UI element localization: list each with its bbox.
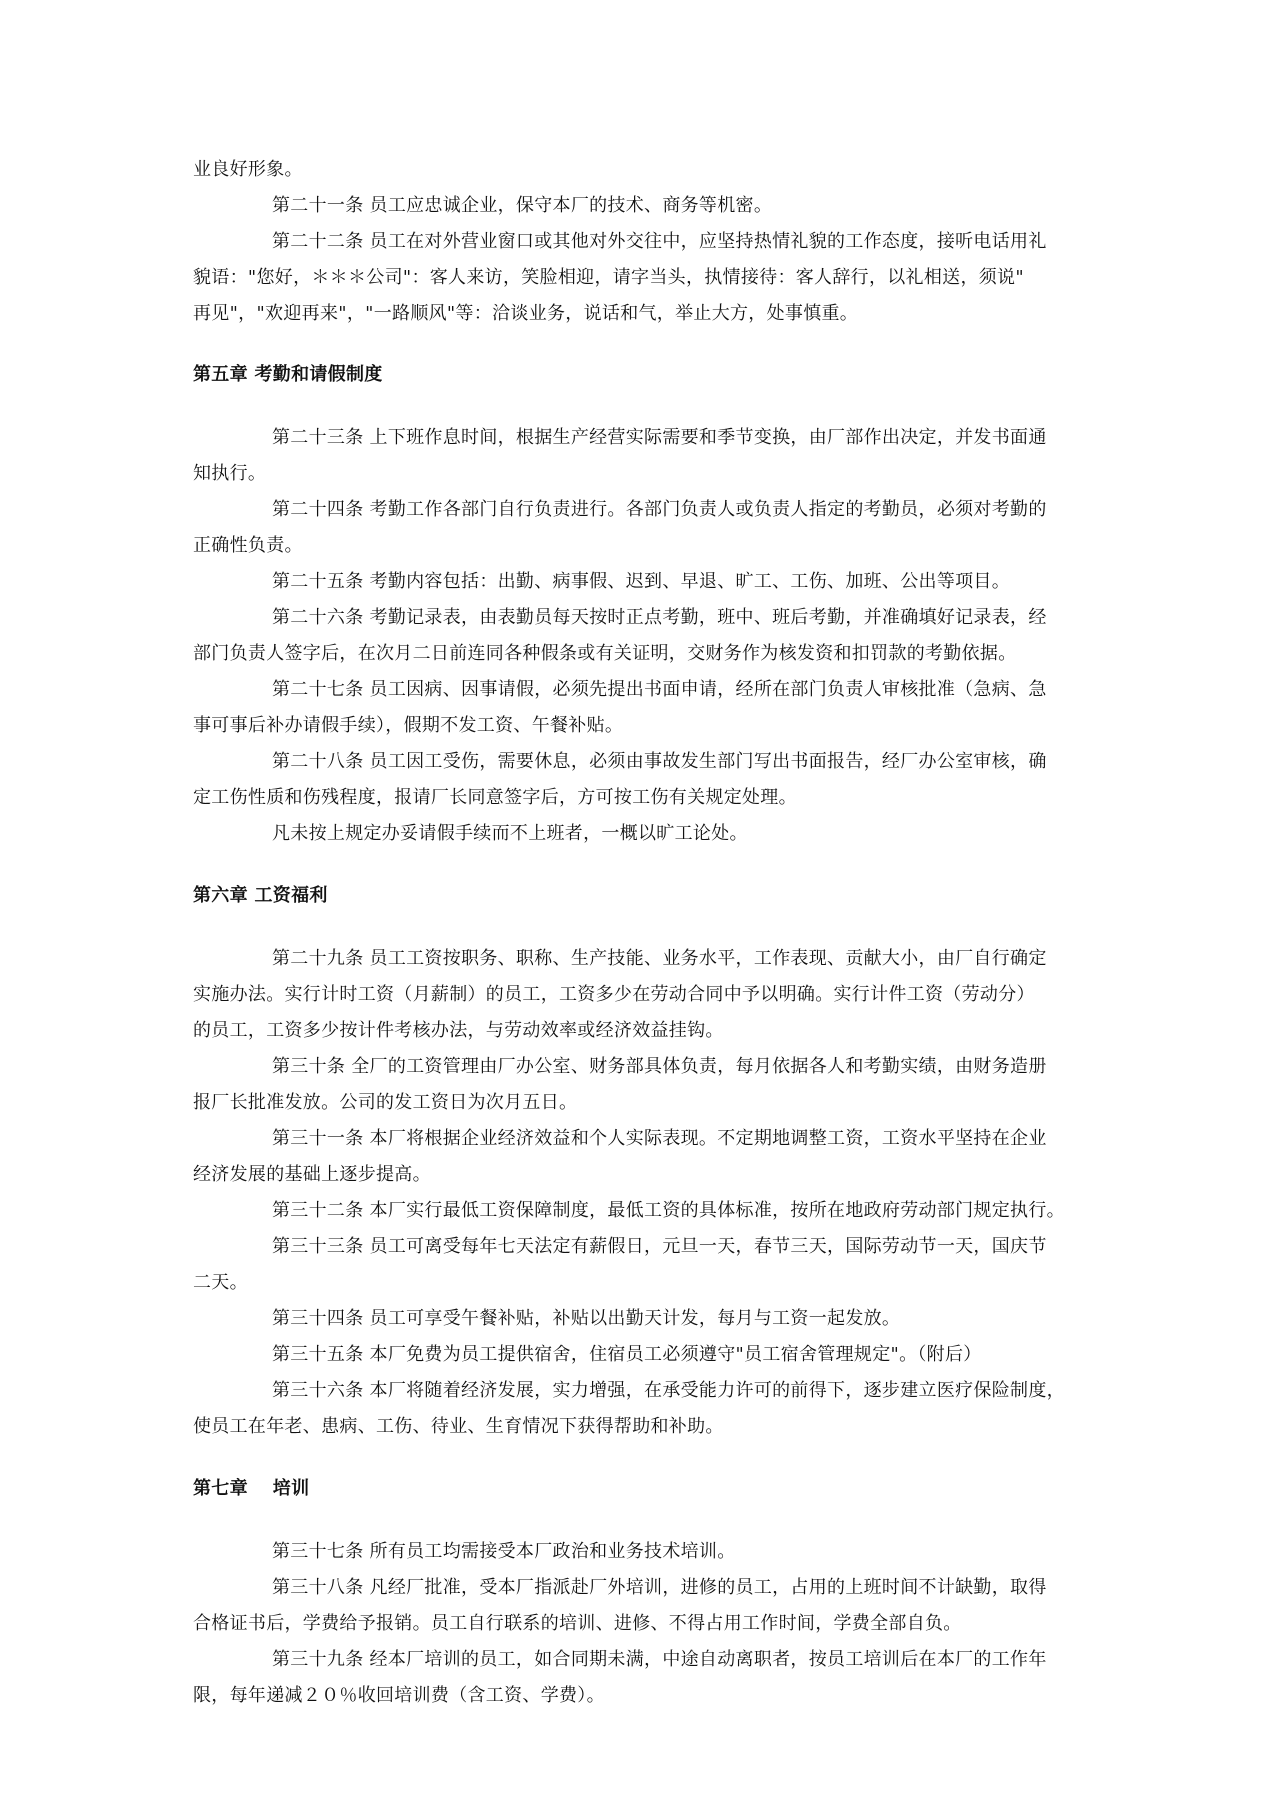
article-22-line-3: 再见"，"欢迎再来"，"一路顺风"等：洽谈业务，说话和气，举止大方，处事慎重。 xyxy=(193,303,859,324)
article-38-line-2: 合格证书后，学费给予报销。员工自行联系的培训、进修、不得占用工作时间，学费全部自负。 xyxy=(193,1613,962,1634)
article-36-line-2: 使员工在年老、患病、工伤、待业、生育情况下获得帮助和补助。 xyxy=(193,1416,724,1437)
chapter-7-heading: 第七章 培训 xyxy=(193,1478,310,1499)
article-30: 第三十条 全厂的工资管理由厂办公室、财务部具体负责，每月依据各人和考勤实绩，由财务造册 xyxy=(272,1056,1047,1077)
article-24: 第二十四条 考勤工作各部门自行负责进行。各部门负责人或负责人指定的考勤员，必须对考勤的 xyxy=(272,499,1047,520)
article-37: 第三十七条 所有员工均需接受本厂政治和业务技术培训。 xyxy=(272,1541,736,1562)
article-36: 第三十六条 本厂将随着经济发展，实力增强，在承受能力许可的前得下，逐步建立医疗保险制度， xyxy=(272,1380,1065,1401)
article-30-line-2: 报厂长批准发放。公司的发工资日为次月五日。 xyxy=(193,1092,578,1113)
article-28: 第二十八条 员工因工受伤，需要休息，必须由事故发生部门写出书面报告，经厂办公室审核，确 xyxy=(272,751,1047,772)
article-29-line-3: 的员工，工资多少按计件考核办法，与劳动效率或经济效益挂钩。 xyxy=(193,1020,724,1041)
article-25: 第二十五条 考勤内容包括：出勤、病事假、迟到、早退、旷工、工伤、加班、公出等项目。 xyxy=(272,571,1011,592)
article-27: 第二十七条 员工因病、因事请假，必须先提出书面申请，经所在部门负责人审核批准（急病、急 xyxy=(272,679,1047,700)
article-24-line-2: 正确性负责。 xyxy=(193,535,303,556)
article-39: 第三十九条 经本厂培训的员工，如合同期未满，中途自动离职者，按员工培训后在本厂的工作年 xyxy=(272,1649,1047,1670)
article-29-line-2: 实施办法。实行计时工资（月薪制）的员工，工资多少在劳动合同中予以明确。实行计件工资（劳动分） xyxy=(193,984,1035,1005)
article-35: 第三十五条 本厂免费为员工提供宿舍，住宿员工必须遵守"员工宿舍管理规定"。（附后） xyxy=(272,1344,982,1365)
article-31-line-2: 经济发展的基础上逐步提高。 xyxy=(193,1164,431,1185)
article-22: 第二十二条 员工在对外营业窗口或其他对外交往中，应坚持热情礼貌的工作态度，接听电话用礼 xyxy=(272,231,1047,252)
article-23-line-2: 知执行。 xyxy=(193,463,267,484)
article-28-line-2: 定工伤性质和伤残程度，报请厂长同意签字后，方可按工伤有关规定处理。 xyxy=(193,787,797,808)
article-26-line-2: 部门负责人签字后，在次月二日前连同各种假条或有关证明，交财务作为核发资和扣罚款的考勤依据。 xyxy=(193,643,1017,664)
article-31: 第三十一条 本厂将根据企业经济效益和个人实际表现。不定期地调整工资，工资水平坚持在企业 xyxy=(272,1128,1047,1149)
article-23: 第二十三条 上下班作息时间，根据生产经营实际需要和季节变换，由厂部作出决定，并发书面通 xyxy=(272,427,1047,448)
article-39-line-2: 限，每年递减２０％收回培训费（含工资、学费）。 xyxy=(193,1685,605,1706)
article-29: 第二十九条 员工工资按职务、职称、生产技能、业务水平，工作表现、贡献大小，由厂自行确定 xyxy=(272,948,1047,969)
article-38: 第三十八条 凡经厂批准，受本厂指派赴厂外培训，进修的员工，占用的上班时间不计缺勤，取得 xyxy=(272,1577,1047,1598)
chapter-5-note: 凡未按上规定办妥请假手续而不上班者，一概以旷工论处。 xyxy=(272,823,748,844)
article-34: 第三十四条 员工可享受午餐补贴，补贴以出勤天计发，每月与工资一起发放。 xyxy=(272,1308,901,1329)
article-21: 第二十一条 员工应忠诚企业，保守本厂的技术、商务等机密。 xyxy=(272,195,773,216)
article-33-line-2: 二天。 xyxy=(193,1272,248,1293)
article-33: 第三十三条 员工可离受每年七天法定有薪假日，元旦一天，春节三天，国际劳动节一天，国庆节 xyxy=(272,1236,1047,1257)
chapter-6-heading: 第六章 工资福利 xyxy=(193,885,328,906)
chapter-5-heading: 第五章 考勤和请假制度 xyxy=(193,364,383,385)
paragraph-line: 业良好形象。 xyxy=(193,159,303,180)
article-27-line-2: 事可事后补办请假手续），假期不发工资、午餐补贴。 xyxy=(193,715,624,736)
article-22-line-2: 貌语："您好，＊＊＊公司"：客人来访，笑脸相迎，请字当头，执情接待：客人辞行，以礼相送，须说" xyxy=(193,267,1024,288)
article-32: 第三十二条 本厂实行最低工资保障制度，最低工资的具体标准，按所在地政府劳动部门规定执行。 xyxy=(272,1200,1065,1221)
article-26: 第二十六条 考勤记录表，由表勤员每天按时正点考勤，班中、班后考勤，并准确填好记录表，经 xyxy=(272,607,1047,628)
